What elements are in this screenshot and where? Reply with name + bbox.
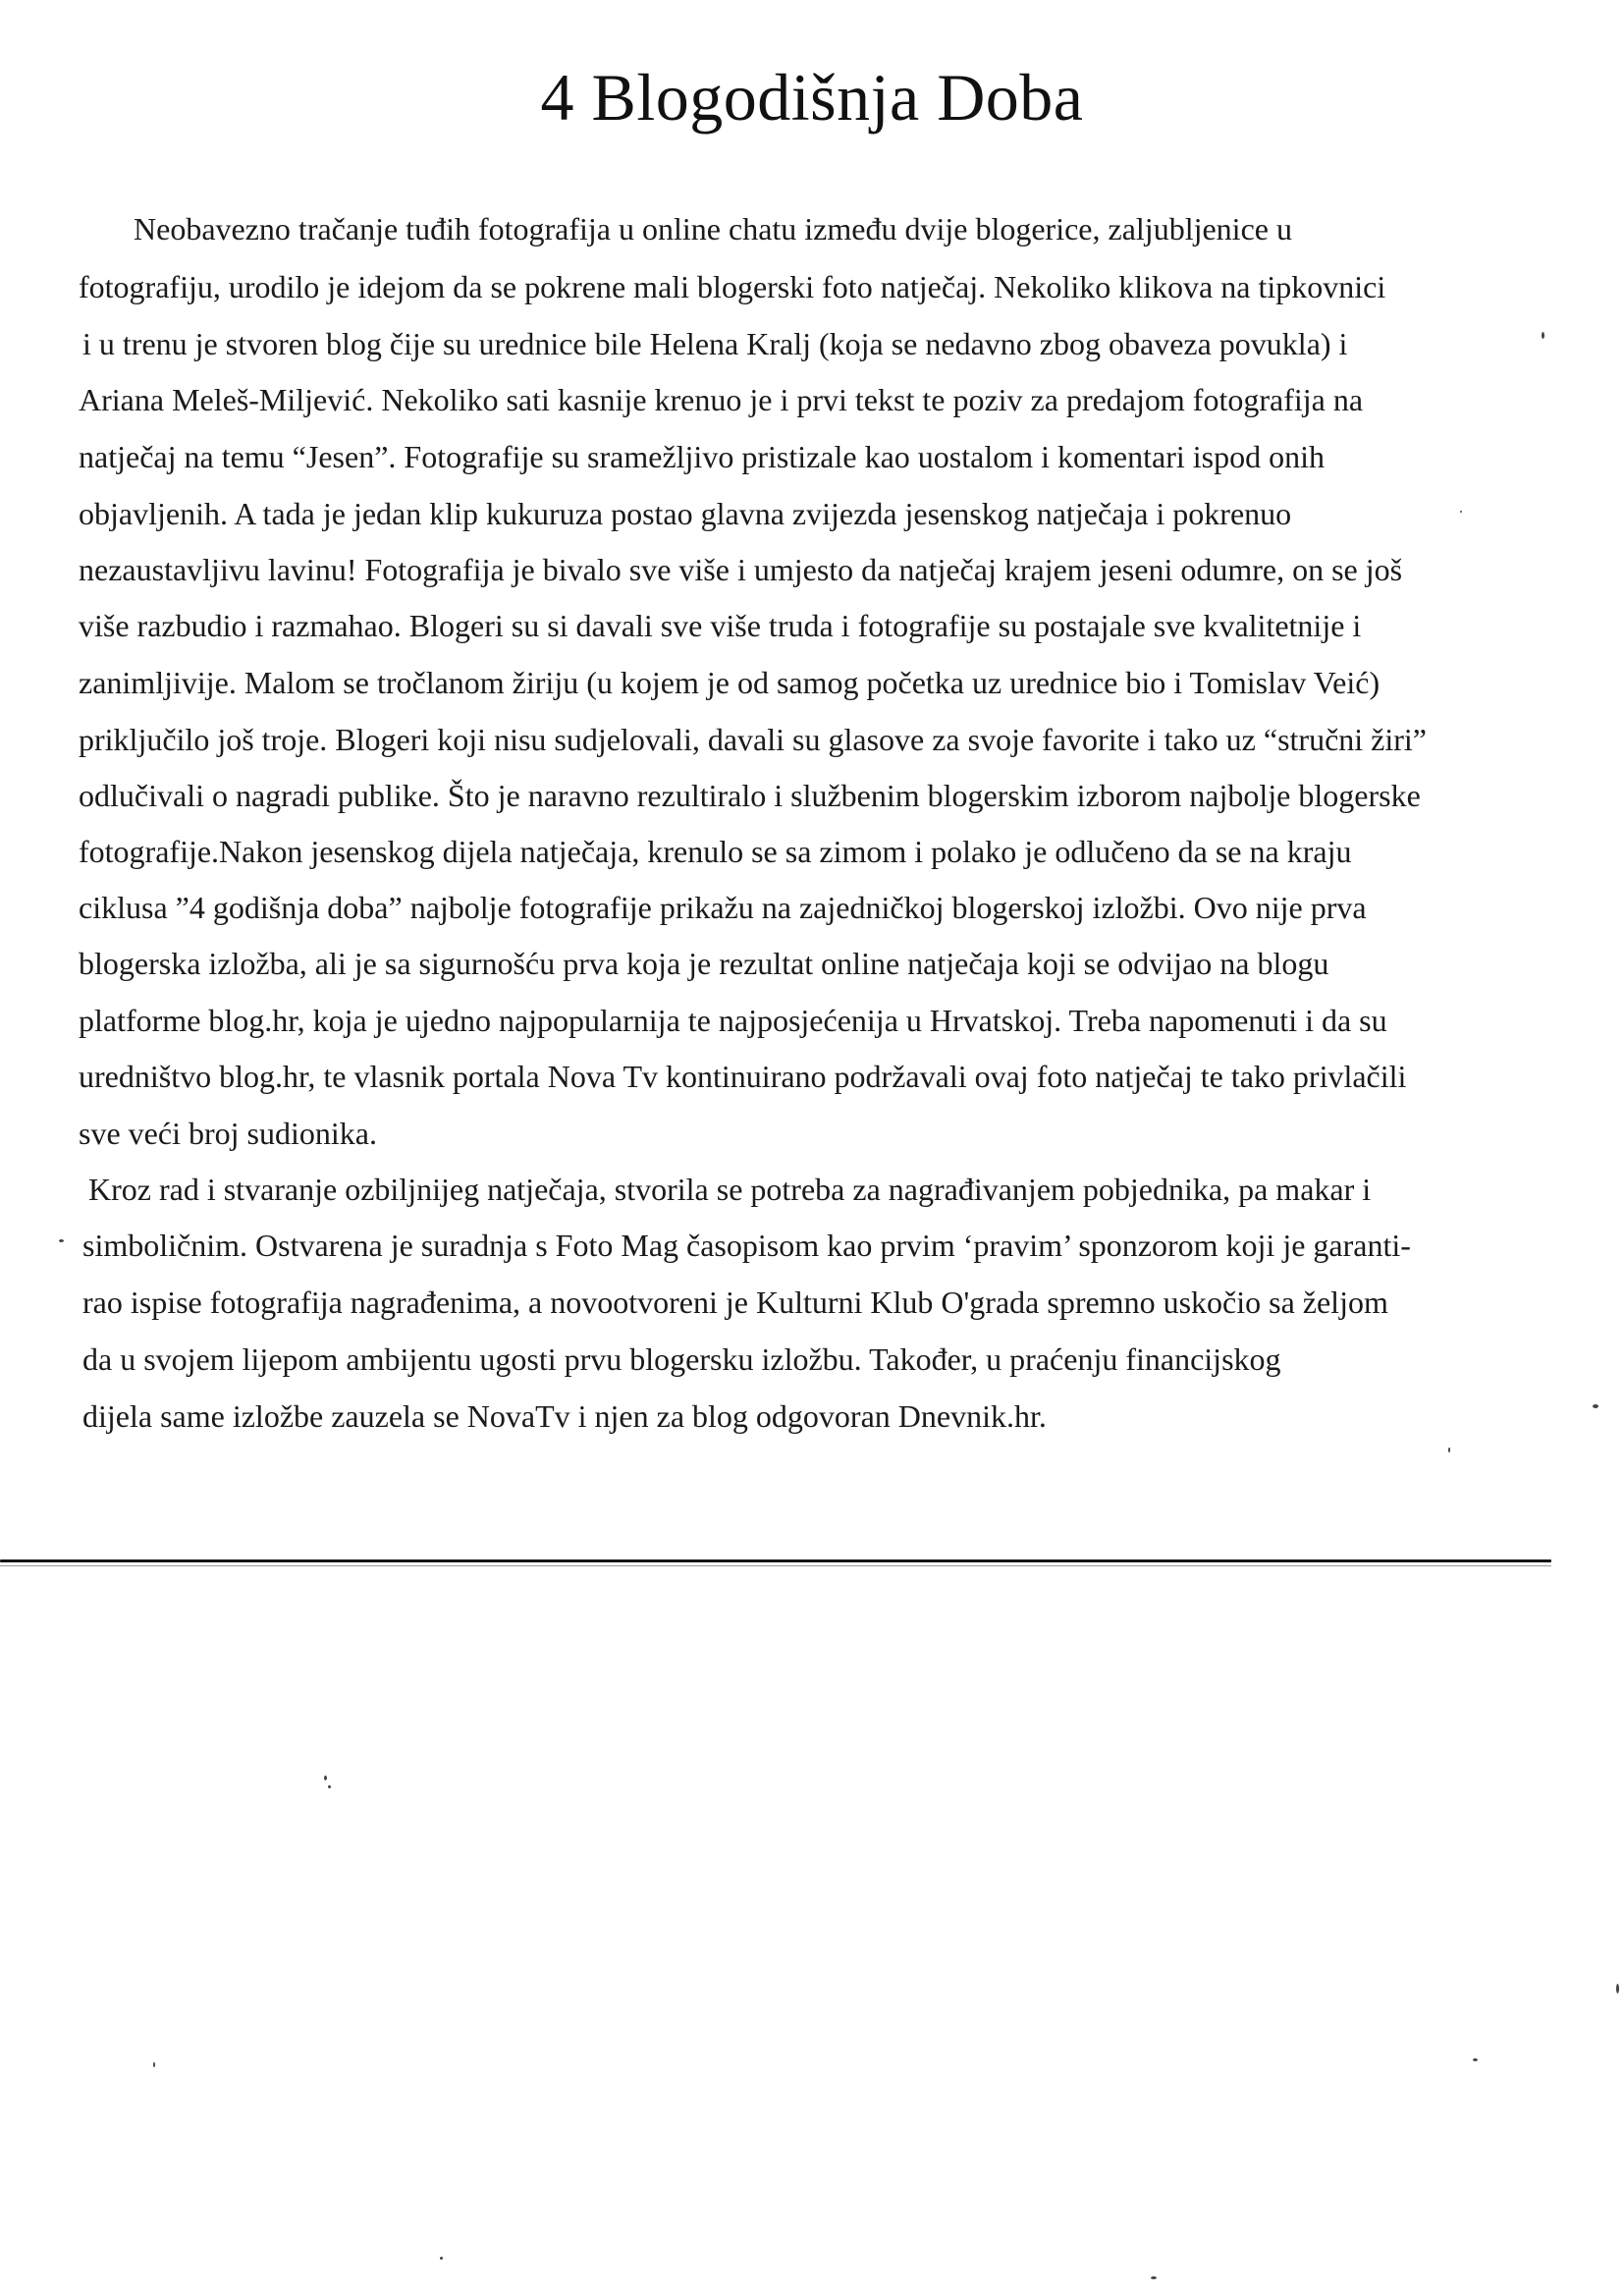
- scan-speck: [328, 1785, 331, 1788]
- scan-speck: [1616, 1984, 1619, 1994]
- text-line: Neobavezno tračanje tuđih fotografija u online chatu između dvije blogerice, zaljubljenice u: [134, 211, 1292, 246]
- scan-speck: [1460, 511, 1462, 513]
- text-line: nezaustavljivu lavinu! Fotografija je bivalo sve više i umjesto da natječaj krajem jeseni odumre, on se još: [79, 552, 1403, 587]
- text-line: fotografije.Nakon jesenskog dijela natječaja, krenulo se sa zimom i polako je odlučeno da se na kraju: [79, 834, 1352, 869]
- scan-speck: [153, 2062, 155, 2067]
- text-line: priključilo još troje. Blogeri koji nisu sudjelovali, davali su glasove za svoje favorite i tako uz “stručni žiri”: [79, 722, 1427, 757]
- scan-speck: [1542, 332, 1544, 339]
- scan-speck: [59, 1239, 64, 1242]
- scan-speck: [440, 2257, 443, 2260]
- horizontal-rule-shadow: [0, 1565, 1551, 1566]
- horizontal-rule: [0, 1559, 1551, 1562]
- text-line: zanimljivije. Malom se tročlanom žiriju (u kojem je od samog početka uz urednice bio i Tomislav Veić): [79, 665, 1380, 700]
- text-line: odlučivali o nagradi publike. Što je naravno rezultiralo i službenim blogerskim izborom najbolje blogerske: [79, 778, 1421, 813]
- text-line: Kroz rad i stvaranje ozbiljnijeg natječaja, stvorila se potreba za nagrađivanjem pobjednika, pa makar i: [88, 1172, 1372, 1207]
- scan-speck: [324, 1776, 327, 1780]
- text-line: blogerska izložba, ali je sa sigurnošću prva koja je rezultat online natječaja koji se odvijao na blogu: [79, 946, 1329, 981]
- text-line: rao ispise fotografija nagrađenima, a novootvoreni je Kulturni Klub O'grada spremno uskočio sa željom: [82, 1285, 1388, 1320]
- scan-speck: [1473, 2058, 1478, 2061]
- scan-speck: [1151, 2276, 1157, 2279]
- text-line: fotografiju, urodilo je idejom da se pokrene mali blogerski foto natječaj. Nekoliko klikova na tipkovnici: [79, 269, 1386, 304]
- text-line: da u svojem lijepom ambijentu ugosti prvu blogersku izložbu. Također, u praćenju financijskog: [82, 1341, 1281, 1377]
- text-line: platforme blog.hr, koja je ujedno najpopularnija te najposjećenija u Hrvatskoj. Treba napomenuti i da su: [79, 1003, 1387, 1038]
- scan-speck: [1448, 1448, 1450, 1452]
- text-line: dijela same izložbe zauzela se NovaTv i njen za blog odgovoran Dnevnik.hr.: [82, 1398, 1047, 1434]
- text-line: objavljenih. A tada je jedan klip kukuruza postao glavna zvijezda jesenskog natječaja i pokrenuo: [79, 496, 1292, 531]
- scan-speck: [1593, 1404, 1598, 1408]
- text-line: sve veći broj sudionika.: [79, 1116, 377, 1151]
- text-line: natječaj na temu “Jesen”. Fotografije su sramežljivo pristizale kao uostalom i komentari ispod onih: [79, 439, 1325, 474]
- document-title: 4 Blogodišnja Doba: [540, 60, 1084, 135]
- text-line: i u trenu je stvoren blog čije su urednice bile Helena Kralj (koja se nedavno zbog obaveza povukla) i: [82, 326, 1348, 361]
- text-line: uredništvo blog.hr, te vlasnik portala Nova Tv kontinuirano podržavali ovaj foto natječaj te tako privlačili: [79, 1059, 1407, 1094]
- text-line: simboličnim. Ostvarena je suradnja s Foto Mag časopisom kao prvim ‘pravim’ sponzorom koji je garanti-: [82, 1228, 1411, 1263]
- text-line: Ariana Meleš-Miljević. Nekoliko sati kasnije krenuo je i prvi tekst te poziv za predajom fotografija na: [79, 382, 1364, 417]
- text-line: ciklusa ”4 godišnja doba” najbolje fotografije prikažu na zajedničkoj blogerskoj izložbi. Ovo nije prva: [79, 890, 1367, 925]
- text-line: više razbudio i razmahao. Blogeri su si davali sve više truda i fotografije su postajale sve kvalitetnije i: [79, 608, 1362, 643]
